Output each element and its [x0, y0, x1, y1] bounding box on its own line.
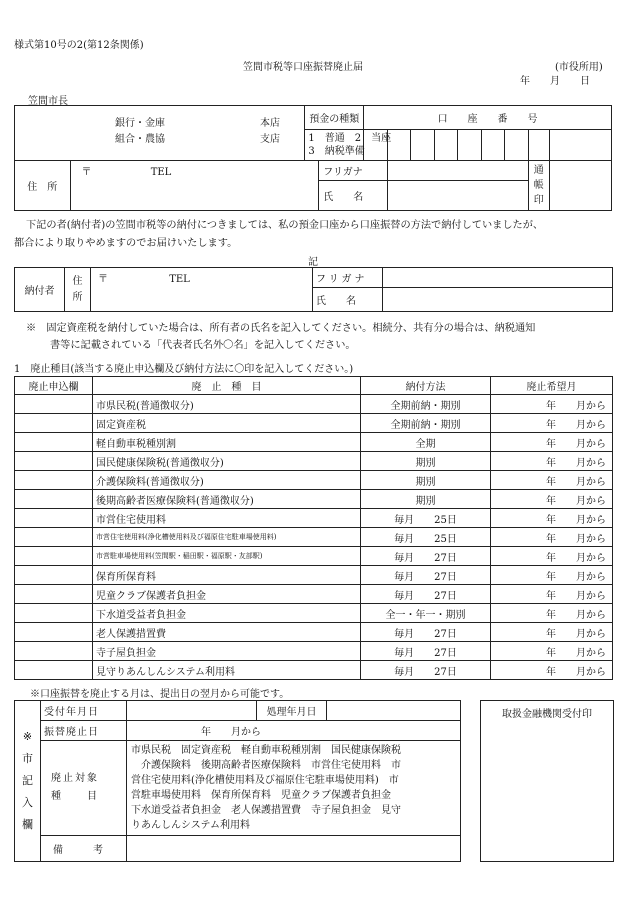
payment-method[interactable]: 毎月 27日: [361, 566, 491, 585]
target-text-line: 営住宅使用料(浄化槽使用料及び福原住宅駐車場使用料) 市: [131, 775, 399, 786]
intro-text-line-1: 下記の者(納付者)の笠間市税等の納付につきましては、私の預金口座から口座振替の方法で納付していましたが、: [26, 220, 544, 231]
cancel-month[interactable]: 年 月から: [491, 623, 613, 642]
table-row: [15, 604, 613, 623]
payment-method[interactable]: 毎月 27日: [361, 547, 491, 566]
payment-method[interactable]: 期別: [361, 490, 491, 509]
item-name: 市営住宅使用料(浄化槽使用料及び福原住宅駐車場使用料): [93, 528, 361, 547]
remarks-label: 備 考: [41, 836, 127, 862]
city-use-side-label: [15, 701, 41, 862]
item-name: 介護保険料(普通徴収分): [93, 471, 361, 490]
table-row: [15, 509, 613, 528]
apply-checkbox-cell[interactable]: [15, 661, 93, 680]
seal-char-2: 帳: [533, 179, 544, 191]
cancel-month[interactable]: 年 月から: [491, 528, 613, 547]
bank-receipt-stamp-box[interactable]: [480, 700, 614, 862]
header-month: 廃止希望月: [491, 377, 613, 395]
furigana-field[interactable]: [387, 160, 528, 180]
received-date-label: 受付年月日: [41, 701, 127, 721]
table-row: [15, 585, 613, 604]
payment-method[interactable]: 毎月 25日: [361, 528, 491, 547]
cancel-month[interactable]: 年 月から: [491, 471, 613, 490]
payer-furigana-field[interactable]: [383, 268, 613, 288]
cancel-month[interactable]: 年 月から: [491, 490, 613, 509]
table-row: [15, 528, 613, 547]
payer-name-field[interactable]: [383, 288, 613, 312]
deposit-type-options[interactable]: [305, 130, 392, 161]
cancel-month[interactable]: 年 月から: [491, 661, 613, 680]
note-line-1: ※ 固定資産税を納付していた場合は、所有者の氏名を記入してください。相続分、共有分の場合は、納税通知: [26, 323, 536, 334]
item-name: 児童クラブ保護者負担金: [93, 585, 361, 604]
account-holder-name-label: 氏 名: [319, 180, 387, 210]
account-digit[interactable]: [549, 130, 611, 161]
address-char-1: 住: [72, 275, 83, 287]
account-digit[interactable]: [505, 130, 528, 161]
target-text-line: 市県民税 固定資産税 軽自動車税種別割 国民健康保険税: [131, 745, 401, 756]
stop-date-field[interactable]: 年 月から: [127, 721, 461, 741]
item-name: 軽自動車税種別割: [93, 433, 361, 452]
stop-date-label: 振替廃止日: [41, 721, 127, 741]
item-name: 国民健康保険税(普通徴収分): [93, 452, 361, 471]
target-label-line-1: 廃止対象: [51, 773, 99, 784]
apply-checkbox-cell[interactable]: [15, 604, 93, 623]
apply-checkbox-cell[interactable]: [15, 452, 93, 471]
payer-name-label: 氏 名: [313, 288, 383, 312]
payment-method[interactable]: 全期: [361, 433, 491, 452]
item-name: 寺子屋負担金: [93, 642, 361, 661]
ki-heading: 記: [308, 257, 318, 268]
intro-text-line-2: 都合により取りやめますのでお届けいたします。: [14, 238, 238, 249]
payment-method[interactable]: 期別: [361, 452, 491, 471]
payer-tel-label: TEL: [169, 274, 190, 285]
cancel-month[interactable]: 年 月から: [491, 547, 613, 566]
cancel-month[interactable]: 年 月から: [491, 452, 613, 471]
target-items-label: [41, 741, 127, 836]
side-char-3: 記: [22, 774, 33, 787]
side-char-4: 入: [22, 796, 33, 809]
payment-method[interactable]: 毎月 27日: [361, 661, 491, 680]
table-row: [15, 661, 613, 680]
furigana-label: フリガナ: [319, 160, 387, 180]
table-row: [15, 433, 613, 452]
target-items-list: [127, 741, 461, 836]
table-row: [15, 414, 613, 433]
account-digit[interactable]: [458, 130, 481, 161]
table-row: [15, 642, 613, 661]
side-char-5: 欄: [22, 818, 33, 831]
apply-checkbox-cell[interactable]: [15, 433, 93, 452]
remarks-field[interactable]: [127, 836, 461, 862]
header-item: 廃 止 種 目: [93, 377, 361, 395]
cancel-month[interactable]: 年 月から: [491, 433, 613, 452]
item-name: 後期高齢者医療保険料(普通徴収分): [93, 490, 361, 509]
bank-account-table: [14, 105, 612, 211]
processed-date-field[interactable]: [327, 701, 461, 721]
section-title: 1 廃止種目(該当する廃止申込欄及び納付方法に〇印を記入してください。): [14, 364, 354, 375]
payer-furigana-label: フリガナ: [313, 268, 383, 288]
target-label-line-2: 種 目: [51, 791, 99, 802]
footnote: ※口座振替を廃止する月は、提出日の翌月から可能です。: [30, 689, 290, 700]
item-name: 市営住宅使用料: [93, 509, 361, 528]
processed-date-label: 処理年月日: [257, 701, 327, 721]
table-row: [15, 471, 613, 490]
deposit-type-header: 預金の種類: [305, 106, 364, 130]
apply-checkbox-cell[interactable]: [15, 642, 93, 661]
side-char-2: 市: [22, 752, 33, 765]
apply-checkbox-cell[interactable]: [15, 623, 93, 642]
account-digit[interactable]: [434, 130, 457, 161]
office-use-label: (市役所用): [555, 62, 603, 73]
cancel-month[interactable]: 年 月から: [491, 585, 613, 604]
deposit-options-line-1: 1 普通 2 当座: [308, 132, 392, 144]
target-text-line: 営駐車場使用料 保育所保育料 児童クラブ保護者負担金: [131, 790, 391, 801]
payment-method[interactable]: 毎月 27日: [361, 585, 491, 604]
payment-method[interactable]: 毎月 25日: [361, 509, 491, 528]
side-char-1: ※: [22, 730, 33, 743]
item-name: 保育所保育料: [93, 566, 361, 585]
item-name: 老人保護措置費: [93, 623, 361, 642]
table-row: [15, 395, 613, 414]
cancel-month[interactable]: 年 月から: [491, 566, 613, 585]
apply-checkbox-cell[interactable]: [15, 471, 93, 490]
cancel-month[interactable]: 年 月から: [491, 414, 613, 433]
account-digit[interactable]: [411, 130, 434, 161]
item-name: 下水道受益者負担金: [93, 604, 361, 623]
target-text-line: 介護保険料 後期高齢者医療保険料 市営住宅使用料 市: [141, 760, 401, 771]
bank-type-label: 銀行・金庫: [115, 118, 165, 129]
account-digit[interactable]: [528, 130, 549, 161]
payer-label: 納付者: [15, 268, 65, 312]
account-holder-address-label: 住 所: [15, 160, 71, 210]
account-digit[interactable]: [481, 130, 504, 161]
account-number-header: 口 座 番 号: [364, 106, 612, 130]
apply-checkbox-cell[interactable]: [15, 395, 93, 414]
payer-address-label: [65, 268, 91, 312]
received-date-field[interactable]: [127, 701, 257, 721]
deposit-options-line-2: 3 納税準備: [308, 145, 365, 157]
apply-checkbox-cell[interactable]: [15, 509, 93, 528]
form-title: 笠間市税等口座振替廃止届: [243, 62, 363, 73]
note-line-2: 書等に記載されている「代表者氏名外〇名」を記入してください。: [50, 340, 356, 351]
apply-checkbox-cell[interactable]: [15, 547, 93, 566]
postal-mark: 〒: [81, 166, 92, 178]
table-row: [15, 490, 613, 509]
apply-checkbox-cell[interactable]: [15, 528, 93, 547]
header-method: 納付方法: [361, 377, 491, 395]
item-name: 市県民税(普通徴収分): [93, 395, 361, 414]
payment-method[interactable]: 毎月 27日: [361, 642, 491, 661]
branch-label: 支店: [260, 134, 280, 145]
submission-date: 年 月 日: [520, 76, 590, 87]
item-name: 市営駐車場使用料(笠間駅・稲田駅・福原駅・友部駅): [93, 547, 361, 566]
table-row: [15, 623, 613, 642]
payer-postal-mark: 〒: [98, 274, 108, 285]
payment-method[interactable]: 全期前納・期別: [361, 395, 491, 414]
passbook-seal-field[interactable]: [549, 160, 611, 210]
table-row: [15, 547, 613, 566]
seal-char-3: 印: [533, 194, 544, 206]
payer-table: [14, 267, 613, 312]
passbook-seal-label: [528, 160, 549, 210]
header-apply: 廃止申込欄: [15, 377, 93, 395]
target-text-line: りあんしんシステム利用料: [131, 820, 250, 831]
payer-address-field[interactable]: [91, 268, 313, 312]
cancellation-items-table: [14, 376, 613, 680]
apply-checkbox-cell[interactable]: [15, 566, 93, 585]
apply-checkbox-cell[interactable]: [15, 585, 93, 604]
tel-label: TEL: [150, 166, 172, 178]
item-name: 見守りあんしんシステム利用料: [93, 661, 361, 680]
payment-method[interactable]: 全期前納・期別: [361, 414, 491, 433]
address-char-2: 所: [72, 291, 83, 303]
payment-method[interactable]: 全一・年一・期別: [361, 604, 491, 623]
payment-method[interactable]: 毎月 27日: [361, 623, 491, 642]
cancel-month[interactable]: 年 月から: [491, 642, 613, 661]
addressee: 笠間市長: [28, 96, 68, 107]
city-use-table: [14, 700, 461, 862]
cancel-month[interactable]: 年 月から: [491, 509, 613, 528]
payment-method[interactable]: 期別: [361, 471, 491, 490]
union-type-label: 組合・農協: [115, 134, 165, 145]
target-text-line: 下水道受益者負担金 老人保護措置費 寺子屋負担金 見守: [131, 805, 401, 816]
table-row: [15, 566, 613, 585]
cancel-month[interactable]: 年 月から: [491, 604, 613, 623]
apply-checkbox-cell[interactable]: [15, 490, 93, 509]
item-name: 固定資産税: [93, 414, 361, 433]
account-holder-address-field[interactable]: [70, 160, 319, 210]
head-office-label: 本店: [260, 118, 280, 129]
form-number: 様式第10号の2(第12条関係): [14, 40, 144, 51]
table-row: [15, 452, 613, 471]
bank-receipt-stamp-label: 取扱金融機関受付印: [502, 709, 592, 720]
cancel-month[interactable]: 年 月から: [491, 395, 613, 414]
apply-checkbox-cell[interactable]: [15, 414, 93, 433]
seal-char-1: 通: [533, 164, 544, 176]
bank-name-cell[interactable]: [15, 106, 305, 161]
account-holder-name-field[interactable]: [387, 180, 528, 210]
